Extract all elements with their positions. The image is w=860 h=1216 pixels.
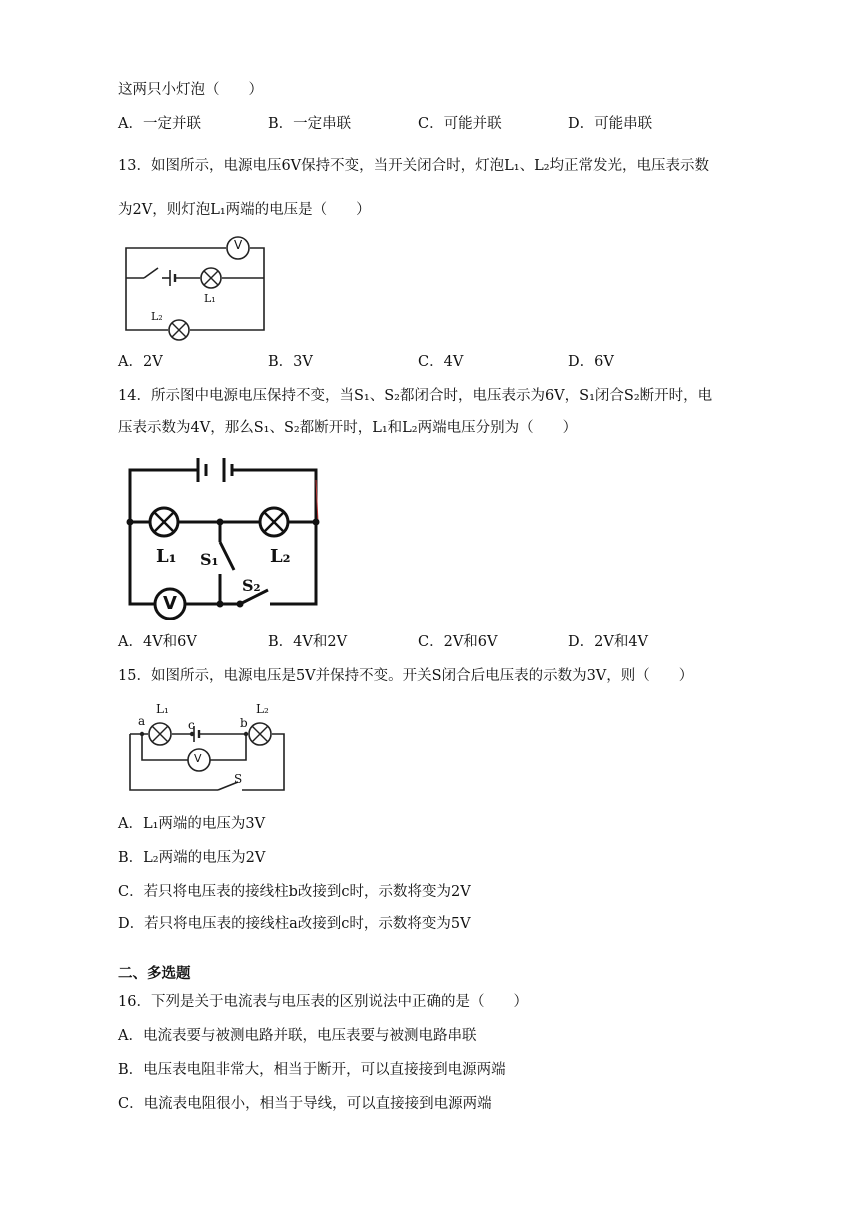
q15-point-c: c [188, 718, 195, 732]
q15-stem: 15．如图所示，电源电压是5V并保持不变。开关S闭合后电压表的示数为3V，则（ ） [118, 668, 694, 684]
q14-option-c: C．2V和6V [418, 634, 498, 650]
q12-option-c: C．可能并联 [418, 116, 502, 132]
q14-options [118, 632, 738, 652]
q12-option-b: B．一定串联 [268, 116, 352, 132]
q13-option-b: B．3V [268, 354, 313, 370]
q12-option-a: A．一定并联 [118, 116, 201, 132]
q14-lamp2-label: L₂ [270, 546, 291, 567]
q15-point-a: a [138, 714, 146, 728]
q16-option-a: A．电流表要与被测电路并联，电压表要与被测电路串联 [118, 1028, 477, 1044]
q13-option-c: C．4V [418, 354, 464, 370]
q12-stem-tail: 这两只小灯泡（ ） [118, 82, 263, 98]
q12-option-d: D．可能串联 [568, 116, 653, 132]
q13-option-d: D．6V [568, 354, 614, 370]
q12-options [118, 114, 738, 134]
q14-voltmeter-label: V [163, 593, 177, 614]
q13-option-a: A．2V [118, 354, 163, 370]
q14-lamp1-label: L₁ [156, 546, 177, 567]
q14-switch1-label: S₁ [200, 550, 219, 569]
q13-stem-line2: 为2V，则灯泡L₁两端的电压是（ ） [118, 202, 371, 218]
q14-switch2-label: S₂ [242, 576, 261, 595]
q15-option-d: D．若只将电压表的接线柱a改接到c时，示数将变为5V [118, 916, 471, 932]
q16-option-c: C．电流表电阻很小，相当于导线，可以直接接到电源两端 [118, 1096, 492, 1112]
q14-option-d: D．2V和4V [568, 634, 649, 650]
q15-switch-label: S [234, 772, 243, 786]
q13-options [118, 352, 738, 372]
q13-lamp1-label: L₁ [204, 292, 216, 305]
q16-option-b: B．电压表电阻非常大，相当于断开，可以直接接到电源两端 [118, 1062, 506, 1078]
section-title: 二、多选题 [118, 965, 191, 982]
q15-voltmeter-label: V [194, 752, 202, 765]
q15-option-c: C．若只将电压表的接线柱b改接到c时，示数将变为2V [118, 884, 471, 900]
q15-point-b: b [240, 716, 248, 730]
q16-stem: 16．下列是关于电流表与电压表的区别说法中正确的是（ ） [118, 994, 528, 1010]
q13-lamp2-label: L₂ [151, 310, 163, 323]
q13-voltmeter-label: V [234, 238, 243, 252]
q15-circuit-diagram [126, 700, 296, 796]
q14-stem-line2: 压表示数为4V，那么S₁、S₂都断开时，L₁和L₂两端电压分别为（ ） [118, 420, 578, 436]
q14-option-b: B．4V和2V [268, 634, 348, 650]
q13-circuit-diagram [118, 232, 278, 342]
q15-option-a: A．L₁两端的电压为3V [118, 816, 266, 832]
q15-lamp1-label: L₁ [156, 702, 169, 716]
q14-stem-line1: 14．所示图中电源电压保持不变，当S₁、S₂都闭合时，电压表示为6V，S₁闭合S₂断开时，电 [118, 388, 713, 404]
q15-option-b: B．L₂两端的电压为2V [118, 850, 266, 866]
q15-lamp2-label: L₂ [256, 702, 269, 716]
q14-option-a: A．4V和6V [118, 634, 197, 650]
q13-stem-line1: 13．如图所示，电源电压6V保持不变，当开关闭合时，灯泡L₁、L₂均正常发光，电压表示数 [118, 158, 710, 174]
q14-circuit-diagram [120, 450, 330, 620]
